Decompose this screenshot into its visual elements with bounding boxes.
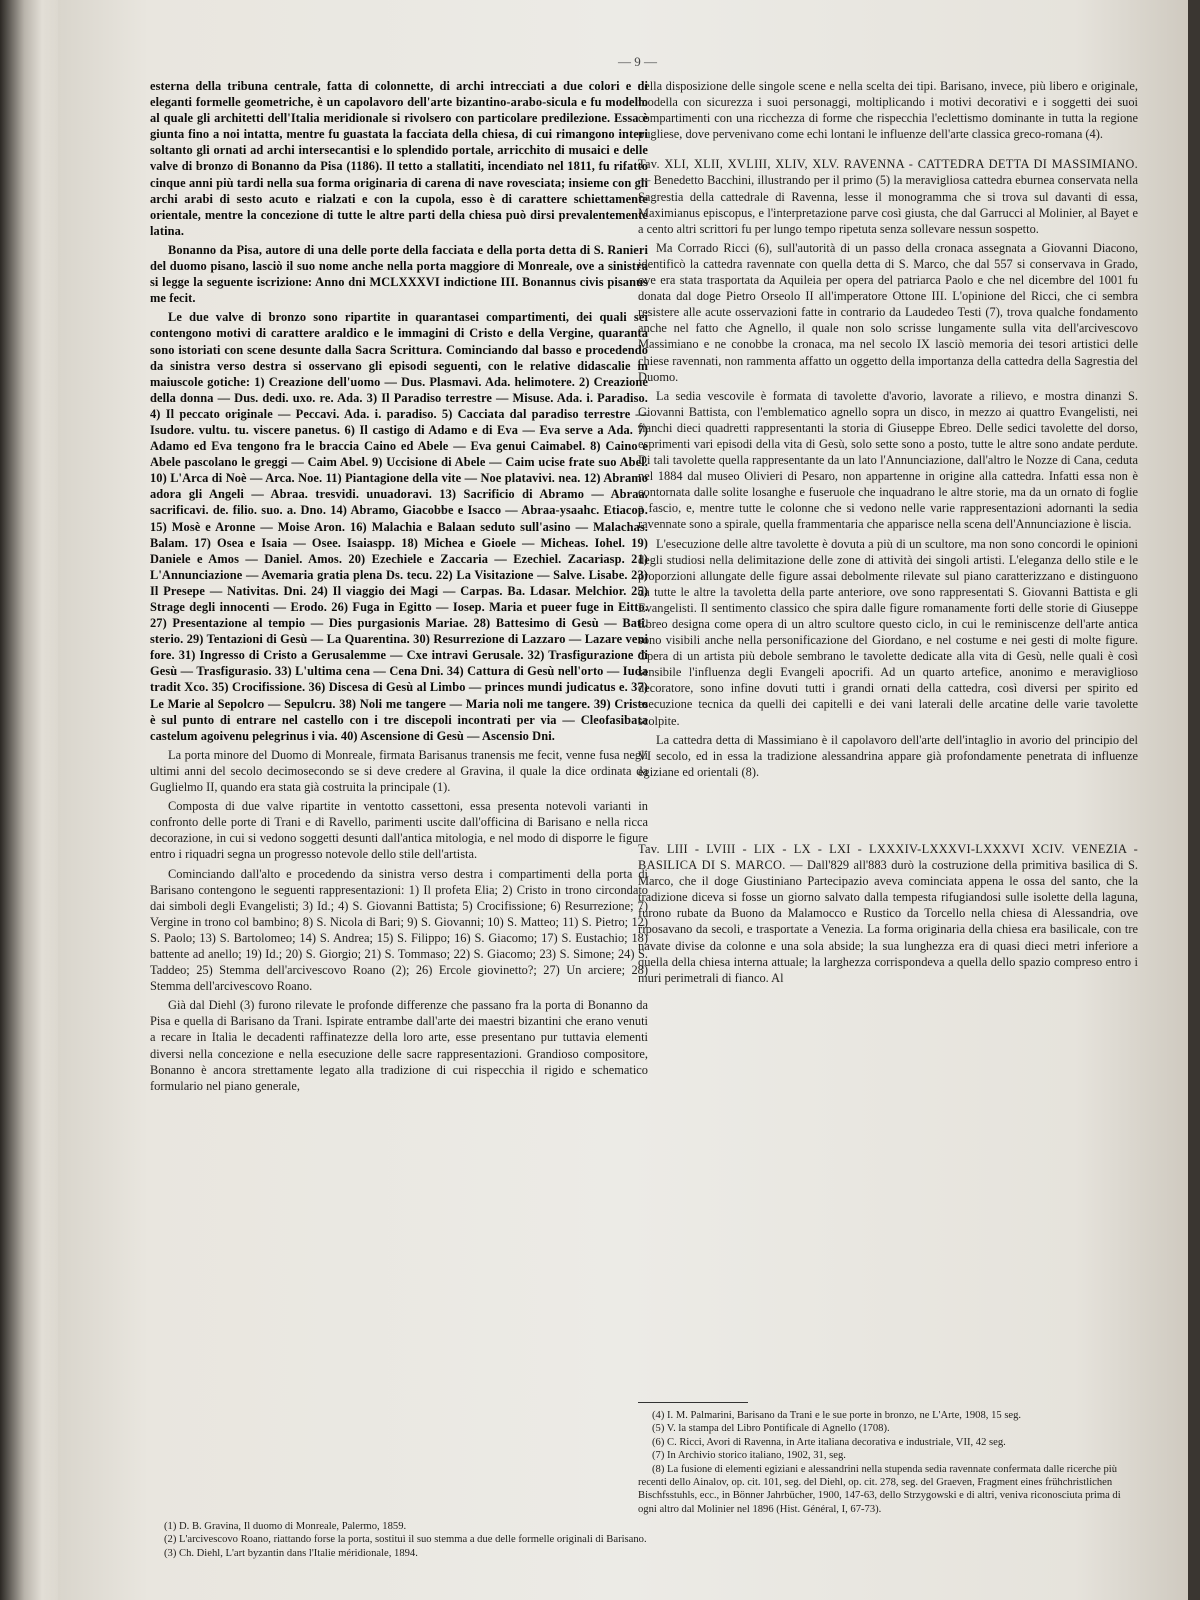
footnotes-left — [150, 1520, 648, 1560]
section-gap — [638, 783, 1138, 827]
footnote-rule — [638, 1402, 748, 1403]
left-column — [150, 78, 648, 1097]
paragraph: La sedia vescovile è formata di tavolette d'avorio, lavorate a rilievo, e mostra dinanzi S. Giovanni Battista, con l'emblematico agnello sopra un disco, in mezzo ai quattro Evangelisti, nei fianchi dieci quadretti rappresentanti la storia di Giuseppe Ebreo. Delle sedici tavolette del dorso, esprimenti vari episodi della vita di Gesù, solo sette sono a posto, tutte le altre sono andate perdute. Di tali tavolette quella rappresentante da un lato l'Annunciazione, dall'altro le Nozze di Cana, ceduta nel 1884 dal museo Olivieri di Pesaro, non appartenne in origine alla cattedra. Infatti essa non è contornata dalle solite losanghe e fuseruole che inquadrano le altre storie, ma da un ornato di foglie a fascio, e, mentre tutte le colonne che si vedono nelle varie rappresentazioni adornanti la sedia ravennate sono a spirale, quella frammentaria che apparisce nella scena dell'Annunciazione è liscia. — [638, 388, 1138, 532]
footnote: (6) C. Ricci, Avori di Ravenna, in Arte italiana decorativa e industriale, VII, 42 seg. — [652, 1436, 1006, 1448]
footnote: (5) V. la stampa del Libro Pontificale di Agnello (1708). — [652, 1423, 890, 1435]
section-ravenna — [638, 156, 1138, 236]
footnote: (7) In Archivio storico italiano, 1902, 31, seg. — [652, 1450, 846, 1462]
right-column — [638, 78, 1138, 989]
footnote: (2) L'arcivescovo Roano, riattando forse la porta, sostituì il suo stemma a due delle formelle originali di Barisano. — [164, 1534, 647, 1546]
paragraph: Ma Corrado Ricci (6), sull'autorità di un passo della cronaca assegnata a Giovanni Diacono, identificò la cattedra ravennate con quella detta di S. Marco, che dal 557 si conservava in Grado, ove era stata trasportata da Aquileia per opera del patriarca Paolo e che nel dicembre del 1001 fu donata dal doge Pietro Orseolo II all'imperatore Ottone III. L'opinione del Ricci, che ci sembra resistere alle acute osservazioni fatte in contrario da Laudedeo Testi (7), trova qualche fondamento anche nel fatto che Agnello, il quale non solo scrisse lungamente sulla vita dell'arcivescovo Massimiano e ne conobbe la cronaca, ma nel secolo IX lasciò memoria dei tesori artistici delle chiese ravennati, non rammenta affatto un oggetto della importanza della cattedra della Sagrestia del Duomo. — [638, 240, 1138, 384]
book-page — [58, 0, 1188, 1600]
paragraph: Cominciando dall'alto e procedendo da sinistra verso destra i compartimenti della porta di Barisano contengono le seguenti rappresentazioni: 1) Il profeta Elia; 2) Cristo in trono circondato dai simboli degli Evangelisti; 3) Id.; 4) S. Giovanni Battista; 5) Crocifissione; 6) Resurrezione; 7) Vergine in trono col bambino; 8) S. Nicola di Bari; 9) S. Giovanni; 10) S. Matteo; 11) S. Pietro; 12) S. Paolo; 13) S. Bartolomeo; 14) S. Andrea; 15) S. Filippo; 16) S. Giacomo; 17) S. Eustachio; 18) battente ad anello; 19) Id.; 20) S. Giorgio; 21) S. Tommaso; 22) S. Giacomo; 23) S. Simone; 24) S. Taddeo; 25) Stemma dell'arcivescovo Roano (2); 26) Ercole giovinetto?; 27) Un arciere; 28) Stemma dell'arcivescovo Roano. — [150, 866, 648, 994]
section-venezia — [638, 841, 1138, 986]
paragraph: L'esecuzione delle altre tavolette è dovuta a più di un scultore, ma non sono concordi le opinioni degli studiosi nella delimitazione delle zone di attività dei singoli artisti. L'eleganza dello stile e le proporzioni allungate delle figure assai debolmente rilevate sul piano caratterizzano e distinguono da tutte le altre la tavoletta della parte anteriore, ove sono rappresentati S. Giovanni Battista e gli Evangelisti. Il sentimento classico che spira dalle figure romanamente forti delle storie di Giuseppe Ebreo designa come opera di un altro scultore questo ciclo, in cui le reminiscenze dell'arte antica sono visibili anche nella personificazione del Giordano, e nel costume e nei gesti di molte figure. Opera di un artista più debole sembrano le tavolette dedicate alla vita di Gesù, nelle quali è così sensibile l'influenza degli Evangeli apocrifi. Ad un quarto artefice, anonimo e meraviglioso decoratore, sono infine dovuti tutti i grandi ornati della cattedra, così diversi per spirito ed esecuzione tecnica da quelli dei capitelli e dei vani laterali delle arcatine delle varie tavolette scolpite. — [638, 536, 1138, 728]
paragraph: nella disposizione delle singole scene e nella scelta dei tipi. Barisano, invece, più libero e originale, modella con sicurezza i suoi personaggi, moltiplicando i motivi decorativi e i soggetti dei suoi compartimenti con una ricchezza di forme che rispecchia l'eclettismo dominante in tutta la regione pugliese, dove pervenivano come echi lontani le influenze dell'arte classica greco-romana (4). — [638, 79, 1138, 142]
paragraph: esterna della tribuna centrale, fatta di colonnette, di archi intrecciati a due colori e di eleganti formelle geometriche, è un capolavoro dell'arte bizantino-arabo-sicula e fu modello al quale gli architetti dell'Italia meridionale si rivolsero con particolare predilezione. Essa è giunta fino a noi intatta, mentre fu guastata la facciata della chiesa, di cui rimangono interi soltanto gli ornati ad archi intersecantisi e lo splendido portale, arricchito di musaici e delle valve di bronzo di Bonanno da Pisa (1186). Il tetto a stallatiti, incendiato nel 1811, fu rifatto cinque anni più tardi nella sua forma originaria di carena di nave rovesciata; insieme con gli archi arabi di sesto acuto e rialzati e con la cupola, esso è di carattere schiettamente orientale, mentre la concezione di tutte le altre parti della chiesa può dirsi prevalentemente latina. — [150, 79, 648, 238]
footnote: (8) La fusione di elementi egiziani e alessandrini nella stupenda sedia ravennate confermata dalle ricerche più recenti dello Ainalov, op. cit. 101, seg. del Diehl, op. cit. 278, seg. del Graeven, Fragment eines frühchristlichen Bischfsstuhls, ecc., in Bönner Jahrbücher, 1900, 147-63, dello Strzygowski e di altri, veniva riconosciuta prima di ogni altro dal Molinier nel 1896 (Hist. Général, I, 67-73). — [638, 1463, 1121, 1515]
paragraph: Bonanno da Pisa, autore di una delle porte della facciata e della porta detta di S. Ranieri del duomo pisano, lasciò il suo nome anche nella porta maggiore di Monreale, ove a sinistra si legge la seguente iscrizione: Anno dni MCLXXXVI indictione III. Bonannus civis pisanus me fecit. — [150, 242, 648, 306]
section-text: — Benedetto Bacchini, illustrando per il primo (5) la meravigliosa cattedra eburnea conservata nella Sagrestia della cattedrale di Ravenna, lesse il monogramma che si trova sul davanti di essa, Maximianus episcopus, e l'interpretazione parve così giusta, che dal Garrucci al Molinier, al Bayet e a cento altri scrittori fu per lungo tempo ripetuta senza sollevare nessun sospetto. — [638, 173, 1138, 236]
section-text: — Dall'829 all'883 durò la costruzione della primitiva basilica di S. Marco, che il doge Giustiniano Partecipazio aveva cominciata appena le ossa del santo, che la tradizione diceva si fosse un giorno salvato dalla tempesta rifugiandosi sulle isolette della laguna, furono rubate da Buono da Malamocco e Rustico da Torcello nella chiesa di Alessandria, ove riposavano da secoli, e trasportate a Venezia. La forma originaria della chiesa era basilicale, con tre navate divise da colonne e una sola abside; la sua lunghezza era di quasi dieci metri inferiore a quella della chiesa interna attuale; la larghezza corrispondeva a quella dello spazio compreso entro i muri perimetrali di fianco. Al — [638, 858, 1139, 985]
footnote: (3) Ch. Diehl, L'art byzantin dans l'Italie méridionale, 1894. — [164, 1547, 418, 1559]
paragraph: Le due valve di bronzo sono ripartite in quarantasei compartimenti, dei quali sei contengono motivi di carattere araldico e le immagini di Cristo e della Vergine, quaranta sono istoriati con scene desunte dalla Sacra Scrittura. Cominciando dal basso e procedendo da sinistra verso destra si osservano gli episodi seguenti, con le relative didascalie in maiuscole gotiche: 1) Creazione dell'uomo — Dus. Plasmavi. Ada. helimotere. 2) Creazione della donna — Dus. dedi. uxo. re. Ada. 3) Il Paradiso terrestre — Misuse. Ada. i. Paradiso. 4) Il peccato originale — Peccavi. Ada. i. paradiso. 5) Cacciata dal paradiso terrestre — Isudore. vultu. tu. viscere panetus. 6) Il castigo di Adamo e di Eva — Eva serve a Ada. 7) Adamo ed Eva tengono fra le braccia Caino ed Abele — Eva genui Caimabel. 8) Caino e Abele pascolano le greggi — Caim Abel. 9) Uccisione di Abele — Caim ucise frate suo Abel. 10) L'Arca di Noè — Arca. Noe. 11) Piantagione della vite — Noe platavivi. nea. 12) Abramo adora gli Angeli — Abraa. tresvidi. unuadoravi. 13) Sacrificio di Abramo — Abraa. sacrificavi. de. filio. suo. a. Dno. 14) Abramo, Giacobbe e Isacco — Abraa-ysaahc. Etiacop. 15) Mosè e Aronne — Moise Aron. 16) Malachia e Balaan seduto sull'asino — Malachas. Balam. 17) Osea e Isaia — Osee. Isaiaspp. 18) Michea e Gioele — Micheas. Iohel. 19) Daniele e Amos — Daniel. Amos. 20) Ezechiele e Zaccaria — Ezechiel. Zacariasp. 21) L'Annunciazione — Avemaria gratia plena Ds. tecu. 22) La Visitazione — Salve. Lisabe. 23) Il Presepe — Nativitas. Dni. 24) Il viaggio dei Magi — Carpas. Ba. Ldasar. Melchior. 25) Strage degli innocenti — Erodo. 26) Fuga in Egitto — Iosep. Maria et pueer fuge in Eitto. 27) Presentazione al tempio — Dies purgasionis Mariae. 28) Battesimo di Gesù — Bati. sterio. 29) Tentazioni di Gesù — La Quarentina. 30) Resurrezione di Lazzaro — Lazare veni fore. 31) Ingresso di Cristo a Gerusalemme — Cxe intravi Gerusale. 32) Trasfigurazione di Gesù — Trasfigurasio. 33) L'ultima cena — Cena Dni. 34) Cattura di Gesù nell'orto — Iuda tradit Xco. 35) Crocifissione. 36) Discesa di Gesù al Limbo — princes mundi judicatus e. 37) Le Marie al Sepolcro — Sepulcru. 38) Noli me tangere — Maria noli me tangere. 39) Cristo è sul punto di entrare nel castello con i tre discepoli incontrati per via — Cleofasibata castelum agoivenu pelegrinus i via. 40) Ascensione di Gesù — Ascensio Dni. — [150, 310, 648, 743]
paragraph: La cattedra detta di Massimiano è il capolavoro dell'arte dell'intaglio in avorio del principio del VI secolo, ed in essa la tradizione alessandrina appare già profondamente penetrata di influenze egiziane ed orientali (8). — [638, 732, 1138, 779]
footnote: (4) I. M. Palmarini, Barisano da Trani e le sue porte in bronzo, ne L'Arte, 1908, 15 seg. — [652, 1410, 1022, 1421]
paragraph: La porta minore del Duomo di Monreale, firmata Barisanus tranensis me fecit, venne fusa negli ultimi anni del secolo decimosecondo se si deve credere al Gravina, il quale la dice ordinata da Guglielmo II, quando era stata già costruita la principale (1). — [150, 747, 648, 795]
section-heading: Tav. XLI, XLII, XVLIII, XLIV, XLV. RAVENNA - CATTEDRA DETTA DI MASSIMIANO. — [638, 157, 1138, 172]
paragraph: Composta di due valve ripartite in ventotto cassettoni, essa presenta notevoli varianti in confronto delle porte di Trani e di Ravello, parimenti uscite dall'officina di Barisano e nella ricca decorazione, in cui si vedono soggetti desunti dall'antica mitologia, e nel modo di disporre le figure entro i riquadri segna un progresso notevole dello stile dell'artista. — [150, 799, 648, 862]
paragraph: Già dal Diehl (3) furono rilevate le profonde differenze che passano fra la porta di Bonanno da Pisa e quella di Barisano da Trani. Ispirate entrambe dall'arte dei maestri bizantini che erano venuti a recare in Italia le decadenti raffinatezze della loro arte, esse presentano pur tuttavia elementi diversi nella concezione e nella esecuzione delle sacre rappresentazioni. Grandioso compositore, Bonanno è ancora strettamente legato alla tradizione di cui rispecchia il rigido e schematico formulario nel piano generale, — [150, 998, 648, 1093]
footnote: (1) D. B. Gravina, Il duomo di Monreale, Palermo, 1859. — [164, 1521, 407, 1532]
footnotes-right — [638, 1402, 1138, 1516]
page-number: — 9 — — [618, 54, 657, 69]
section-heading: Tav. LIII - LVIII - LIX - LX - LXI - LXXXIV-LXXXVI-LXXXVI XCIV. VENEZIA - BASILICA DI S. MARCO. — [638, 841, 1138, 873]
